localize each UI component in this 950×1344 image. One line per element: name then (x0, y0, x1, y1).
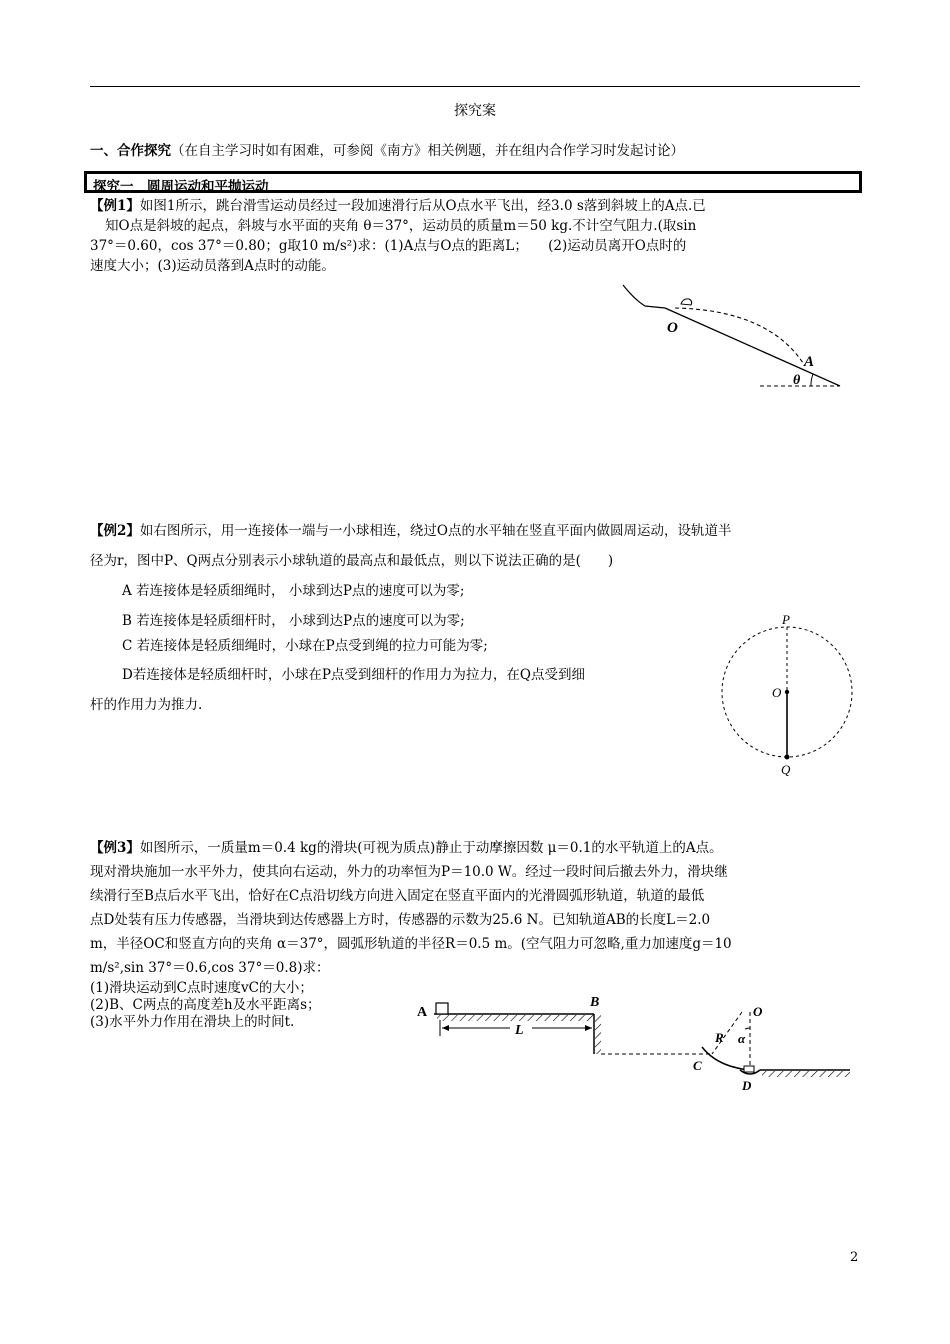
ex3-question-2: (2)B、C两点的高度差h及水平距离s； (90, 997, 321, 1013)
ex3-fig-label-c: C (693, 1058, 702, 1073)
topic-bar (84, 171, 862, 193)
ex3-fig-label-b: B (590, 995, 600, 1010)
ex1-text-1: 如图1所示，跳台滑雪运动员经过一段加速滑行后从O点水平飞出，经3.0 s落到斜坡上的A点.已 (139, 198, 706, 214)
ex1-fig-label-theta: θ (793, 373, 801, 388)
ex2-option-c: C 若连接体是轻质细绳时，小球在P点受到绳的拉力可能为零; (122, 638, 488, 654)
ex3-fig-label-a: A (417, 1005, 428, 1020)
ex3-line-2: 现对滑块施加一水平外力，使其向右运动，外力的功率恒为P＝10.0 W。经过一段时间后撤去外力，滑块继 (90, 864, 728, 880)
ex2-option-d-cont: 杆的作用力为推力. (90, 697, 203, 713)
ex3-figure (412, 992, 852, 1094)
ex2-text-1: 如右图所示，用一连接体一端与一小球相连，绕过O点的水平轴在竖直平面内做圆周运动，设轨道半 (139, 523, 732, 539)
ex3-line-4: 点D处装有压力传感器，当滑块到达传感器上方时，传感器的示数为25.6 N。已知轨道AB的长度L＝2.0 (90, 912, 711, 928)
ex3-fig-label-d: D (742, 1078, 752, 1093)
ex2-figure (715, 610, 855, 780)
ex2-option-b: B 若连接体是轻质细杆时， 小球到达P点的速度可以为零; (122, 613, 465, 629)
ex2-line-2: 径为r，图中P、Q两点分别表示小球轨道的最高点和最低点，则以下说法正确的是( ) (90, 553, 614, 569)
ex3-line-3: 续滑行至B点后水平飞出，恰好在C点沿切线方向进入固定在竖直平面内的光滑圆弧形轨道，轨道的最低 (90, 888, 705, 904)
page-title: 探究案 (454, 103, 496, 119)
ex1-fig-label-o: O (667, 320, 678, 336)
section-heading-label: 一、合作探究 (90, 143, 171, 159)
ex2-option-d: D若连接体是轻质细杆时，小球在P点受到细杆的作用力为拉力，在Q点受到细 (122, 667, 585, 683)
ex3-tag: 【例3】 (90, 840, 140, 856)
ex2-fig-label-o: O (772, 685, 782, 700)
ex1-line-1 (90, 196, 706, 216)
header-rule (90, 86, 860, 87)
ex1-line-4: 速度大小；(3)运动员落到A点时的动能。 (90, 258, 335, 274)
ex3-question-1: (1)滑块运动到C点时速度vC的大小； (90, 980, 313, 996)
ex2-fig-label-q: Q (781, 762, 791, 777)
ex3-line-1 (90, 838, 723, 858)
ex3-fig-label-o: O (753, 1004, 763, 1019)
ex1-line-3: 37°＝0.60，cos 37°＝0.80；g取10 m/s²)求：(1)A点与O点的距离L； (2)运动员离开O点时的 (90, 238, 687, 254)
ex3-question-3: (3)水平外力作用在滑块上的时间t. (90, 1014, 295, 1030)
ex1-tag: 【例1】 (90, 198, 140, 214)
ex2-option-a: A 若连接体是轻质细绳时， 小球到达P点的速度可以为零; (122, 583, 465, 599)
ex1-fig-label-a: A (804, 354, 815, 370)
section-heading (90, 141, 684, 161)
ex2-line-1 (90, 521, 731, 541)
ex3-fig-label-l: L (515, 1023, 524, 1038)
section-heading-note: （在自主学习时如有困难，可参阅《南方》相关例题，并在组内合作学习时发起讨论） (171, 143, 684, 159)
ex1-line-2: 知O点是斜坡的起点，斜坡与水平面的夹角 θ＝37°，运动员的质量m＝50 kg.不计空气阻力.(取sin (105, 218, 697, 234)
topic-label: 探究一 圆周运动和平抛运动 (93, 179, 269, 195)
ex3-line-5: m，半径OC和竖直方向的夹角 α＝37°，圆弧形轨道的半径R＝0.5 m。(空气阻力可忽略,重力加速度g＝10 (90, 936, 732, 952)
page-number: 2 (850, 1250, 859, 1265)
ex3-line-6: m/s²,sin 37°＝0.6,cos 37°＝0.8)求： (90, 960, 330, 976)
ex3-fig-label-alpha: α (738, 1031, 746, 1046)
ex1-figure (615, 280, 850, 395)
ex2-fig-label-p: P (782, 612, 790, 627)
ex3-fig-label-r: R (715, 1030, 724, 1045)
ex2-tag: 【例2】 (90, 523, 140, 539)
ex3-text-1: 如图所示，一质量m＝0.4 kg的滑块(可视为质点)静止于动摩擦因数 μ＝0.1的水平轨道上的A点。 (139, 840, 723, 856)
